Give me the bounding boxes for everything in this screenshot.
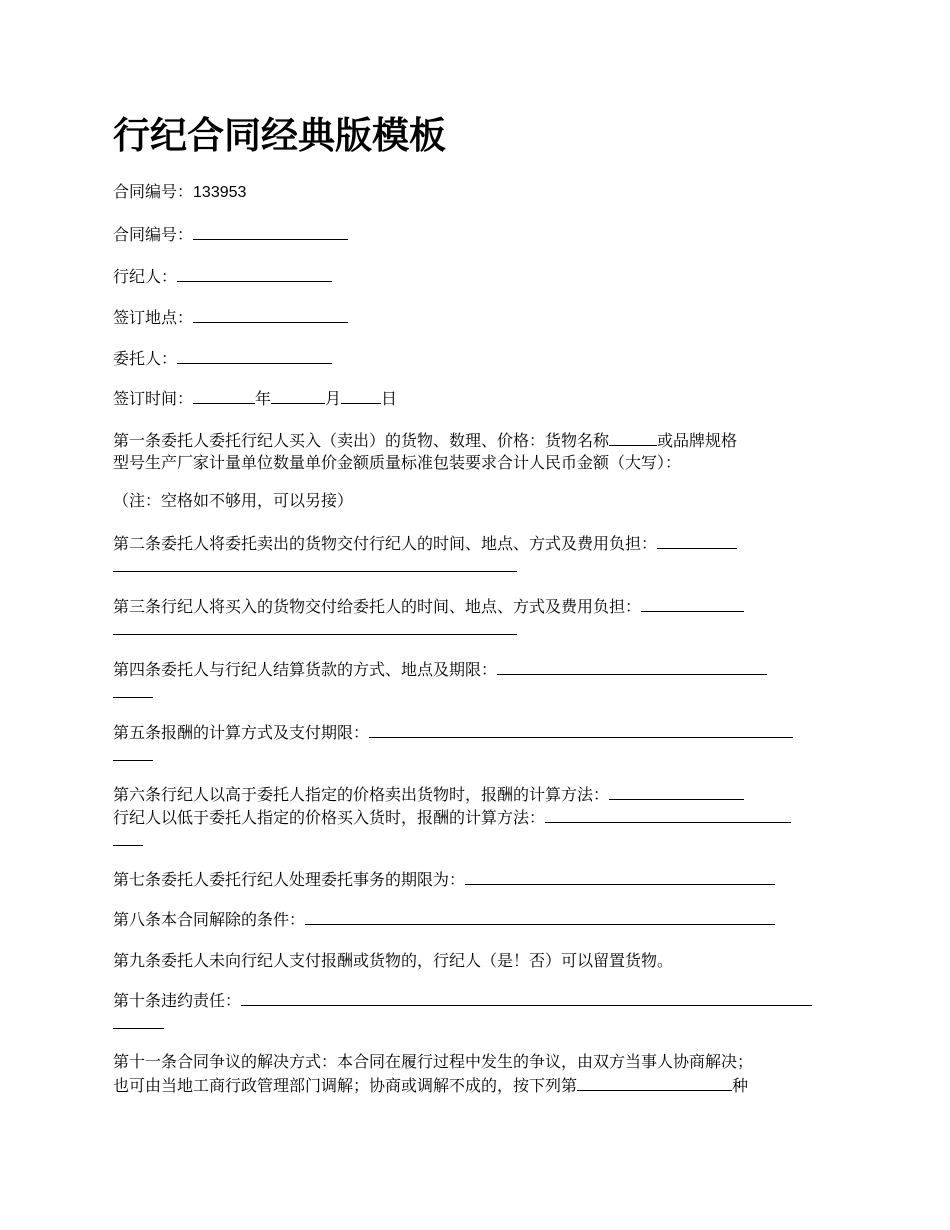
clause-2-line-2 xyxy=(113,554,517,579)
clause-3-line-1 xyxy=(113,594,744,619)
month-blank[interactable] xyxy=(271,386,325,404)
clause-10-line-1 xyxy=(113,988,812,1013)
clause-6-blank-c[interactable] xyxy=(113,828,143,846)
clause-5-text: 第五条报酬的计算方式及支付期限： xyxy=(113,723,370,742)
clause-10-text: 第十条违约责任： xyxy=(113,991,242,1010)
clause-5-blank-b[interactable] xyxy=(113,743,153,761)
clause-6-blank-a[interactable] xyxy=(609,782,744,800)
contract-number-printed xyxy=(113,180,246,205)
clause-3-blank-b[interactable] xyxy=(113,617,517,635)
document-title: 行纪合同经典版模板 xyxy=(113,114,446,157)
clause-4-blank-a[interactable] xyxy=(497,657,767,675)
clause-10-blank-b[interactable] xyxy=(113,1011,164,1029)
clause-1-text: 第一条委托人委托行纪人买入（卖出）的货物、数理、价格：货物名称 xyxy=(113,431,610,450)
clause-11-blank[interactable] xyxy=(577,1073,732,1091)
clause-4-line-1 xyxy=(113,657,767,682)
clause-7-text: 第七条委托人委托行纪人处理委托事务的期限为： xyxy=(113,870,466,889)
contract-number-value: 133953 xyxy=(193,184,247,201)
year-label: 年 xyxy=(255,389,272,408)
clause-2-text: 第二条委托人将委托卖出的货物交付行纪人的时间、地点、方式及费用负担： xyxy=(113,534,658,553)
clause-4-blank-b[interactable] xyxy=(113,680,153,698)
clause-1-tail: 或品牌规格 xyxy=(657,431,738,450)
clause-11-line-1: 第十一条合同争议的解决方式：本合同在履行过程中发生的争议，由双方当事人协商解决； xyxy=(113,1052,754,1071)
clause-6-line-3 xyxy=(113,828,143,853)
clause-3-text: 第三条行纪人将买入的货物交付给委托人的时间、地点、方式及费用负担： xyxy=(113,597,642,616)
sign-place-blank[interactable] xyxy=(193,305,348,323)
day-blank[interactable] xyxy=(341,386,381,404)
clause-5-line-1 xyxy=(113,720,793,745)
client-blank[interactable] xyxy=(177,346,332,364)
contract-number-field xyxy=(113,222,348,247)
clause-6-blank-b[interactable] xyxy=(545,805,791,823)
contract-number-label: 合同编号： xyxy=(113,182,194,201)
clause-3-blank-a[interactable] xyxy=(641,594,744,612)
clause-4-line-2 xyxy=(113,680,153,705)
contract-number-field-label: 合同编号： xyxy=(113,225,194,244)
contract-number-blank[interactable] xyxy=(193,222,348,240)
sign-time-field xyxy=(113,386,397,411)
sign-time-label: 签订时间： xyxy=(113,389,194,408)
note-text: （注：空格如不够用，可以另接） xyxy=(113,491,354,510)
day-label: 日 xyxy=(381,389,398,408)
client-label: 委托人： xyxy=(113,349,178,368)
clause-10-line-2 xyxy=(113,1011,164,1036)
clause-6-line-1 xyxy=(113,782,744,807)
sign-place-label: 签订地点： xyxy=(113,308,194,327)
clause-11-line-2 xyxy=(113,1073,748,1098)
broker-label: 行纪人： xyxy=(113,267,178,286)
clause-1-line-2: 型号生产厂家计量单位数量单价金额质量标准包装要求合计人民币金额（大写）： xyxy=(113,453,682,472)
clause-2-line-1 xyxy=(113,531,737,556)
clause-10-blank-a[interactable] xyxy=(241,988,812,1006)
sign-place-field xyxy=(113,305,348,330)
client-field xyxy=(113,346,332,371)
year-blank[interactable] xyxy=(193,386,255,404)
clause-7-line xyxy=(113,867,775,892)
clause-7-blank[interactable] xyxy=(465,867,775,885)
clause-6-text-a: 第六条行纪人以高于委托人指定的价格卖出货物时，报酬的计算方法： xyxy=(113,785,610,804)
broker-field xyxy=(113,264,332,289)
clause-4-text: 第四条委托人与行纪人结算货款的方式、地点及期限： xyxy=(113,660,498,679)
clause-2-blank-b[interactable] xyxy=(113,554,517,572)
goods-name-blank[interactable] xyxy=(609,428,657,446)
clause-8-text: 第八条本合同解除的条件： xyxy=(113,910,306,929)
clause-2-blank-a[interactable] xyxy=(657,531,737,549)
clause-11-text: 也可由当地工商行政管理部门调解；协商或调解不成的，按下列第 xyxy=(113,1076,578,1095)
month-label: 月 xyxy=(325,389,342,408)
clause-5-blank-a[interactable] xyxy=(369,720,793,738)
clause-1-line-1 xyxy=(113,428,737,453)
clause-8-line xyxy=(113,907,775,932)
clause-8-blank[interactable] xyxy=(305,907,775,925)
clause-6-text-b: 行纪人以低于委托人指定的价格买入货时，报酬的计算方法： xyxy=(113,808,546,827)
clause-11-tail: 种 xyxy=(732,1076,749,1095)
clause-3-line-2 xyxy=(113,617,517,642)
clause-5-line-2 xyxy=(113,743,153,768)
broker-blank[interactable] xyxy=(177,264,332,282)
clause-9-line: 第九条委托人未向行纪人支付报酬或货物的，行纪人（是！否）可以留置货物。 xyxy=(113,951,674,970)
clause-6-line-2 xyxy=(113,805,791,830)
